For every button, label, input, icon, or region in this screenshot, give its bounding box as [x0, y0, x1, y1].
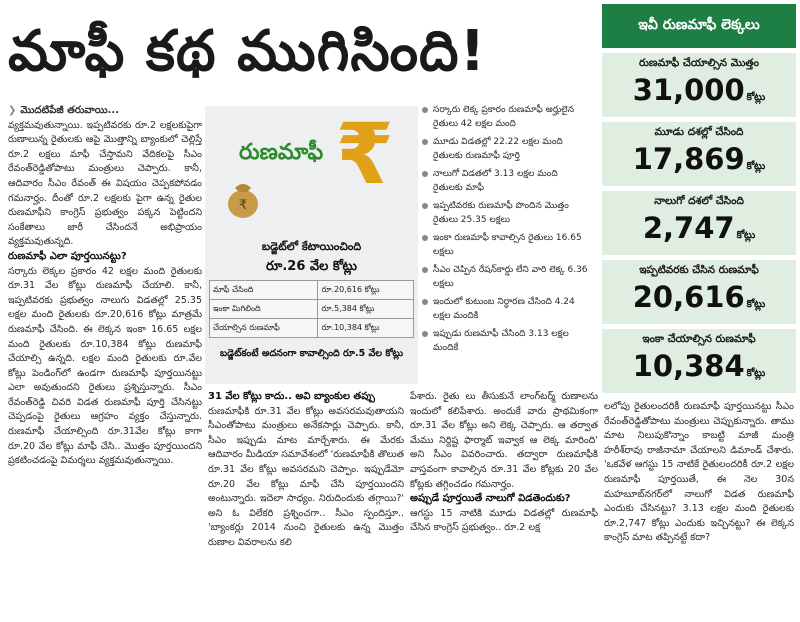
stat-value: 10,384 [632, 349, 745, 383]
rupee-icon: ₹ [335, 105, 394, 203]
paragraph: వ్యక్తమవుతున్నాయి. ఇప్పటివరకు రూ.2 లక్షలకుపైగా రుణాలున్న రైతులకు ఆపై మొత్తాన్ని బ్యాంకులో చెల్లిస్తే రూ.2 లక్షలు మాఫీ చేస్తామని వేదికలపై సీఎం రేవంత్‌రెడ్డితోపాటు మంత్రులు చెప్పారు. కానీ, ఆదివారం సీఎం రేవంత్ ఈ విషయం చెప్పకపోవడం గమనార్హం. దీంతో రూ.2 లక్షలకు పైగా ఉన్న రైతుల రుణమాఫీని కాంగ్రెస్ ప్రభుత్వం పక్కన పెట్టిందని సంకేతాలు జారీ చేసిందనే అభిప్రాయం వ్యక్తమవుతున్నది. [8, 119, 202, 248]
svg-text:₹: ₹ [238, 198, 248, 213]
table-row [210, 319, 414, 338]
table-value: రూ.20,616 కోట్లు [318, 281, 414, 300]
stat-label: రుణమాఫీ చేయాల్సిన మొత్తం [639, 57, 759, 69]
lead-label: మొదటిపేజీ తరువాయి... [20, 105, 120, 116]
list-item: ఇంకా రుణమాఫీ కావాల్సిన రైతులు 16.65 లక్షలు [420, 231, 590, 259]
headline: మాఫీ కథ ముగిసింది! [8, 19, 487, 84]
list-item: ఇందులో కుటుంబ నిర్ధారణ చేసింది 4.24 లక్షల మందికి [420, 295, 590, 323]
stat-value: 20,616 [632, 280, 745, 314]
runamafi-logo-text: రుణమాఫీ [239, 140, 324, 165]
stat-unit: కోట్లు [746, 368, 766, 379]
stat-card [602, 329, 796, 393]
stat-unit: కోట్లు [746, 161, 766, 172]
table-value: రూ.5,384 కోట్లు [318, 300, 414, 319]
article-column-3 [410, 390, 598, 616]
stat-card [602, 260, 796, 324]
budget-table [209, 280, 414, 338]
stat-unit: కోట్లు [746, 92, 766, 103]
stat-card [602, 191, 796, 255]
table-row [210, 281, 414, 300]
list-item: ఇప్పటివరకు రుణమాఫీ పొందిన మొత్తం రైతులు 25.35 లక్షలు [420, 199, 590, 227]
article-column-2 [208, 390, 404, 616]
list-item: ఇప్పుడు రుణమాఫీ చేసింది 3.13 లక్షల మందికే [420, 327, 590, 355]
stat-unit: కోట్లు [736, 230, 756, 241]
table-label: ఇంకా మిగిలింది [210, 300, 318, 319]
stat-value: 2,747 [642, 211, 735, 245]
budget-title: బడ్జెట్‌లో కేటాయించింది [261, 240, 362, 253]
article-column-1 [8, 104, 202, 467]
loan-waiver-sidebar [602, 4, 796, 396]
budget-note: బడ్జెట్‌కంటే అదనంగా కావాల్సింది రూ.5 వేల కోట్లు [219, 348, 404, 359]
table-row [210, 300, 414, 319]
paragraph: లలోపు రైతులందరికీ రుణమాఫీ పూర్తయినట్టు సీఎం రేవంత్‌రెడ్డితోపాటు మంత్రులు చెప్పుకున్నారు. తాము మాట నిలుపుకొన్నాం కాబట్టి మాజీ మంత్రి హరీశ్‌రావు రాజీనామా చేయాలని డిమాండ్ చేశారు. 'ఒకవేళ ఆగస్టు 15 నాటికే రైతులందరికీ రూ.2 లక్షల రుణమాఫీ పూర్తయితే, ఈ నెల 30న మహబూబ్‌నగర్‌లో నాలుగో విడత రుణమాఫీ ఎందుకు చేసినట్టు? 3.13 లక్షల మంది రైతులకు రూ.2,747 కోట్లు ఎందుకు ఇచ్చినట్టు? ఈ లెక్కన కాంగ్రెస్ మాట తప్పినట్టే కదా? [604, 401, 794, 544]
list-item: మూడు విడతల్లో 22.22 లక్షల మంది రైతులకు రుణమాఫీ పూర్తి [420, 135, 590, 163]
stat-value: 17,869 [632, 142, 745, 176]
table-value: రూ.10,384 కోట్లు [318, 319, 414, 338]
money-bag-icon [223, 176, 263, 220]
stat-label: ఇంకా చేయాల్సిన రుణమాఫీ [642, 333, 756, 345]
paragraph: పేశారు. రైతు లు తీసుకునే లాంగ్‌టర్మ్ రుణాలను ఇందులో కలిపేశారు. అందుకే వారు ప్రాథమికంగా రూ.31 వేల కోట్లు అని లెక్క చెప్పారు. ఆ తర్వాత మేము నిర్దిష్ట ఫార్మాట్ ఇవ్వాక ఆ లెక్క మారింది' అని సీఎం వివరించారు. తద్వారా రుణమాఫీకి వాస్తవంగా కావాల్సిన రూ.31 వేల కోట్లకు 20 వేల కోట్లకు తగ్గించడం గమనార్హం. [410, 391, 598, 490]
chevron-right-icon: ❯ [8, 105, 17, 116]
stat-label: ఇప్పటివరకు చేసిన రుణమాఫీ [639, 264, 759, 276]
list-item: సర్కారు లెక్క ప్రకారం రుణమాఫీ అర్హులైన రైతులు 42 లక్షల మంది [420, 103, 590, 131]
continued-from-front-page [8, 104, 202, 119]
stat-card [602, 53, 796, 117]
table-label: చేయాల్సిన రుణమాఫీ [210, 319, 318, 338]
list-item: నాలుగో విడతలో 3.13 లక్షల మంది రైతులకు మాఫీ [420, 167, 590, 195]
runamafi-infographic [205, 106, 418, 384]
budget-amount: రూ.26 వేల కోట్లు [265, 259, 358, 274]
subheading: రుణమాఫీ ఎలా పూర్తయినట్టు? [8, 250, 127, 262]
paragraph: ఆగస్టు 15 నాటికి మూడు విడతల్లో రుణమాఫీ చేసిన కాంగ్రెస్ ప్రభుత్వం.. రూ.2 లక్ష [410, 507, 598, 534]
facts-bullet-list [420, 103, 590, 359]
paragraph: సర్కారు లెక్కల ప్రకారం 42 లక్షల మంది రైతులకు రూ.31 వేల కోట్లు రుణమాఫీ చేయాలి. కానీ, ఇప్పటివరకు ప్రభుత్వం నాలుగు విడతల్లో 25.35 లక్షల మంది రైతులకు రూ.20,616 కోట్లు మాత్రమే రుణమాఫీ చేసింది. ఈ లెక్కన ఇంకా 16.65 లక్షల మంది రైతులకు రూ.10,384 కోట్లు రుణమాఫీ చేయాల్సి ఉన్నది. లక్షల మంది రైతులకు రూ.వేల కోట్లు పెండింగ్‌లో ఉండగా రుణమాఫీ పూర్తయినట్టు ఎలా అవుతుందని రైతులు ప్రశ్నిస్తున్నారు. సీఎం రేవంత్‌రెడ్డి చివరి విడత రుణమాఫీ పూర్తి చేసినట్టు చెప్పడంపై రైతులు ఆగ్రహం వ్యక్తం చేస్తున్నారు. రుణమాఫీ చేయాల్సింది రూ.31వేల కోట్లు కాగా రూ.20 వేల కోట్లు మాఫీ చేసి.. మొత్తం పూర్తయిందని ప్రకటించడంపై విమర్శలు వ్యక్తమవుతున్నాయి. [8, 265, 202, 467]
stat-label: నాలుగో దశలో చేసింది [654, 195, 744, 207]
subheading: 31 వేల కోట్లు కాదు.. అవి బ్యాంకుల తప్పు [208, 391, 375, 402]
stat-unit: కోట్లు [746, 299, 766, 310]
stat-card [602, 122, 796, 186]
table-label: మాఫీ చేసింది [210, 281, 318, 300]
list-item: సీఎం చెప్పిన రేషన్‌కార్డు లేని వారి లెక్క 6.36 లక్షలు [420, 263, 590, 291]
subheading: అప్పుడే పూర్తయితే నాలుగో విడతెందుకు? [410, 493, 571, 505]
paragraph: రుణమాఫీకి రూ.31 వేల కోట్లు అవసరమవుతాయని సీఎంతోపాటు మంత్రులు అనేకసార్లు చెప్పారు. కానీ, సీఎం ఇప్పుడు మాట మార్చేశారు. ఈ మేరకు ఆదివారం మీడియా సమావేశంలో 'రుణమాఫీకి తొలుత రూ.31 వేల కోట్లు అవసరమని చెప్పాం. ఇప్పుడేమో రూ.20 వేల కోట్లు మాఫీ చేసి పూర్తయిందని అంటున్నారు. ఇదెలా సాధ్యం. నిరుదిందుకు తగ్గాయి?' అని ఓ విలేకరి ప్రశ్నించగా.. సీఎం స్పందిస్తూ.. 'బ్యాంకర్లు 2014 నుంచి రైతులకు ఉన్న మొత్తం రుణాల వివరాలను కలి [208, 405, 404, 548]
stat-label: మూడు దశల్లో చేసింది [654, 126, 744, 138]
stat-value: 31,000 [632, 73, 745, 107]
article-column-4 [604, 400, 794, 616]
sidebar-title: ఇవీ రుణమాఫీ లెక్కలు [602, 4, 796, 48]
